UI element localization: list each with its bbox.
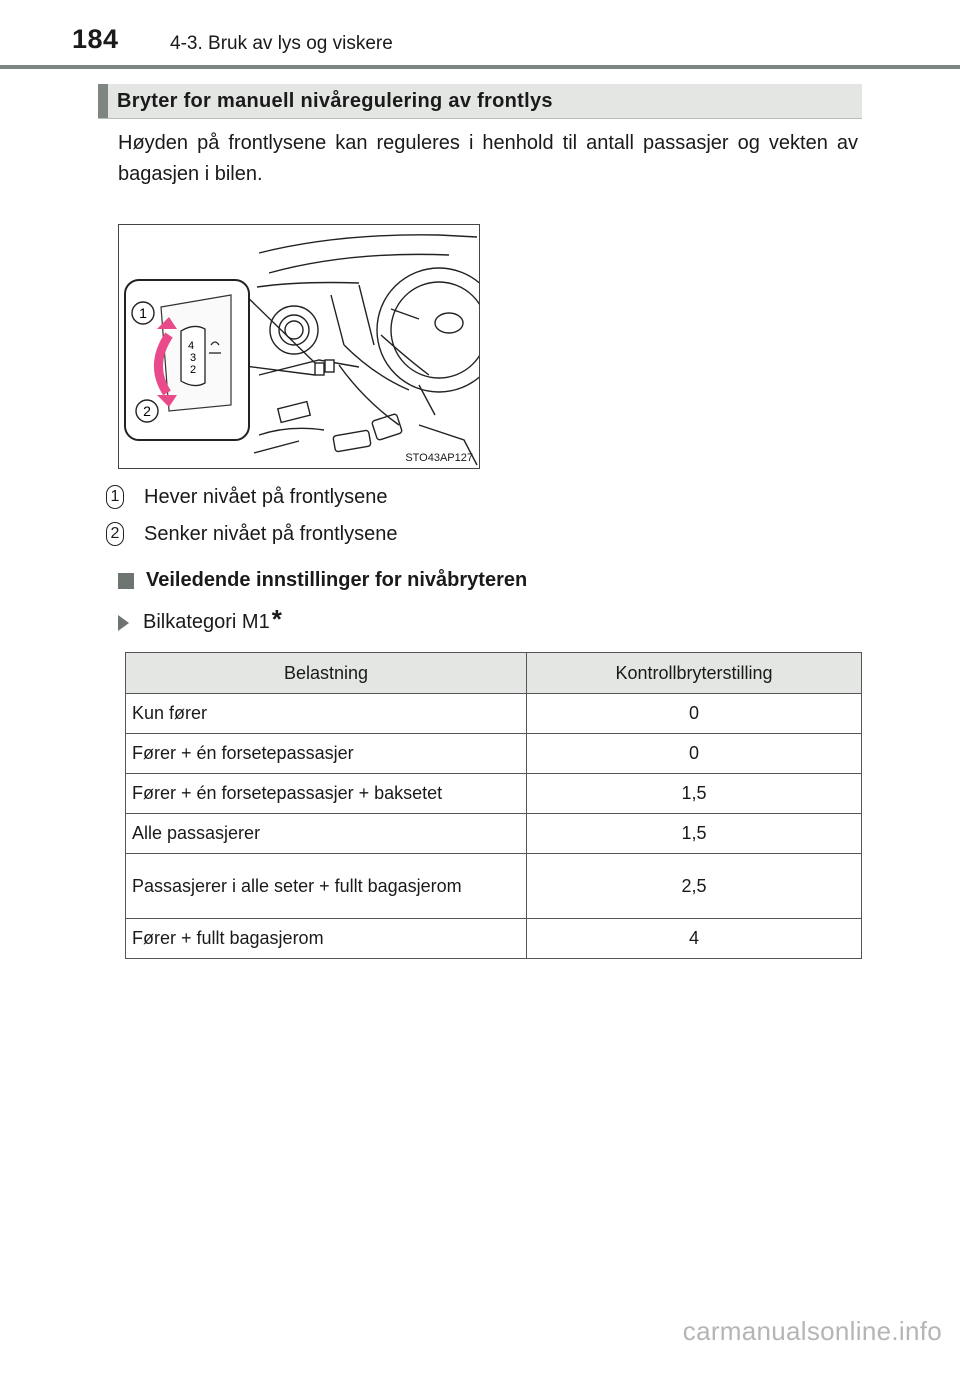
callout-1-label: 1 [139, 305, 147, 321]
table-row [126, 774, 862, 814]
subheading-text: Veiledende innstillinger for nivåbryteren [146, 569, 528, 591]
figure-code: STO43AP127 [405, 452, 473, 464]
setting-cell: 0 [527, 734, 862, 774]
dial-mark-2: 2 [189, 364, 197, 376]
column-header-setting: Kontrollbryterstilling [527, 653, 862, 694]
settings-table [125, 652, 862, 959]
figure-headlight-switch [118, 224, 480, 469]
dial-mark-4: 4 [187, 340, 195, 352]
callout-2-label: 2 [143, 403, 151, 419]
setting-cell: 1,5 [527, 814, 862, 854]
page-number: 184 [72, 24, 119, 54]
chapter-title: 4-3. Bruk av lys og viskere [170, 33, 393, 54]
setting-cell: 0 [527, 694, 862, 734]
table-row [126, 734, 862, 774]
legend-text: Hever nivået på frontlysene [144, 485, 388, 508]
table-row [126, 919, 862, 959]
header-rule [0, 65, 960, 69]
square-bullet-icon [118, 573, 134, 589]
legend-text: Senker nivået på frontlysene [144, 522, 398, 545]
dial-mark-3: 3 [189, 352, 197, 364]
load-cell: Fører + én forsetepassasjer [126, 734, 527, 774]
table-row [126, 854, 862, 919]
legend-item-lower [106, 519, 398, 549]
legend-number: 1 [106, 485, 124, 509]
setting-cell: 2,5 [527, 854, 862, 919]
load-cell: Alle passasjerer [126, 814, 527, 854]
setting-cell: 1,5 [527, 774, 862, 814]
asterisk-mark: * [271, 604, 282, 634]
watermark: carmanualsonline.info [682, 1316, 942, 1346]
subheading [118, 569, 527, 592]
category-label [143, 604, 282, 634]
section-header-bar [98, 84, 108, 118]
load-cell: Fører + fullt bagasjerom [126, 919, 527, 959]
load-cell: Fører + én forsetepassasjer + baksetet [126, 774, 527, 814]
legend-number: 2 [106, 522, 124, 546]
table-row [126, 814, 862, 854]
setting-cell: 4 [527, 919, 862, 959]
table-row [126, 694, 862, 734]
intro-paragraph: Høyden på frontlysene kan reguleres i henhold til antall passasjer og vekten av bagasjen i bilen. [118, 132, 858, 185]
vehicle-category [118, 604, 282, 634]
legend-item-raise [106, 482, 387, 512]
triangle-bullet-icon [118, 615, 129, 631]
load-cell: Passasjerer i alle seter + fullt bagasjerom [126, 854, 527, 919]
table-header-row [126, 653, 862, 694]
column-header-load: Belastning [126, 653, 527, 694]
section-header [98, 84, 862, 119]
load-cell: Kun fører [126, 694, 527, 734]
category-text: Bilkategori M1 [143, 611, 270, 633]
dashboard-illustration [119, 225, 479, 468]
section-title: Bryter for manuell nivåregulering av frontlys [117, 90, 553, 112]
